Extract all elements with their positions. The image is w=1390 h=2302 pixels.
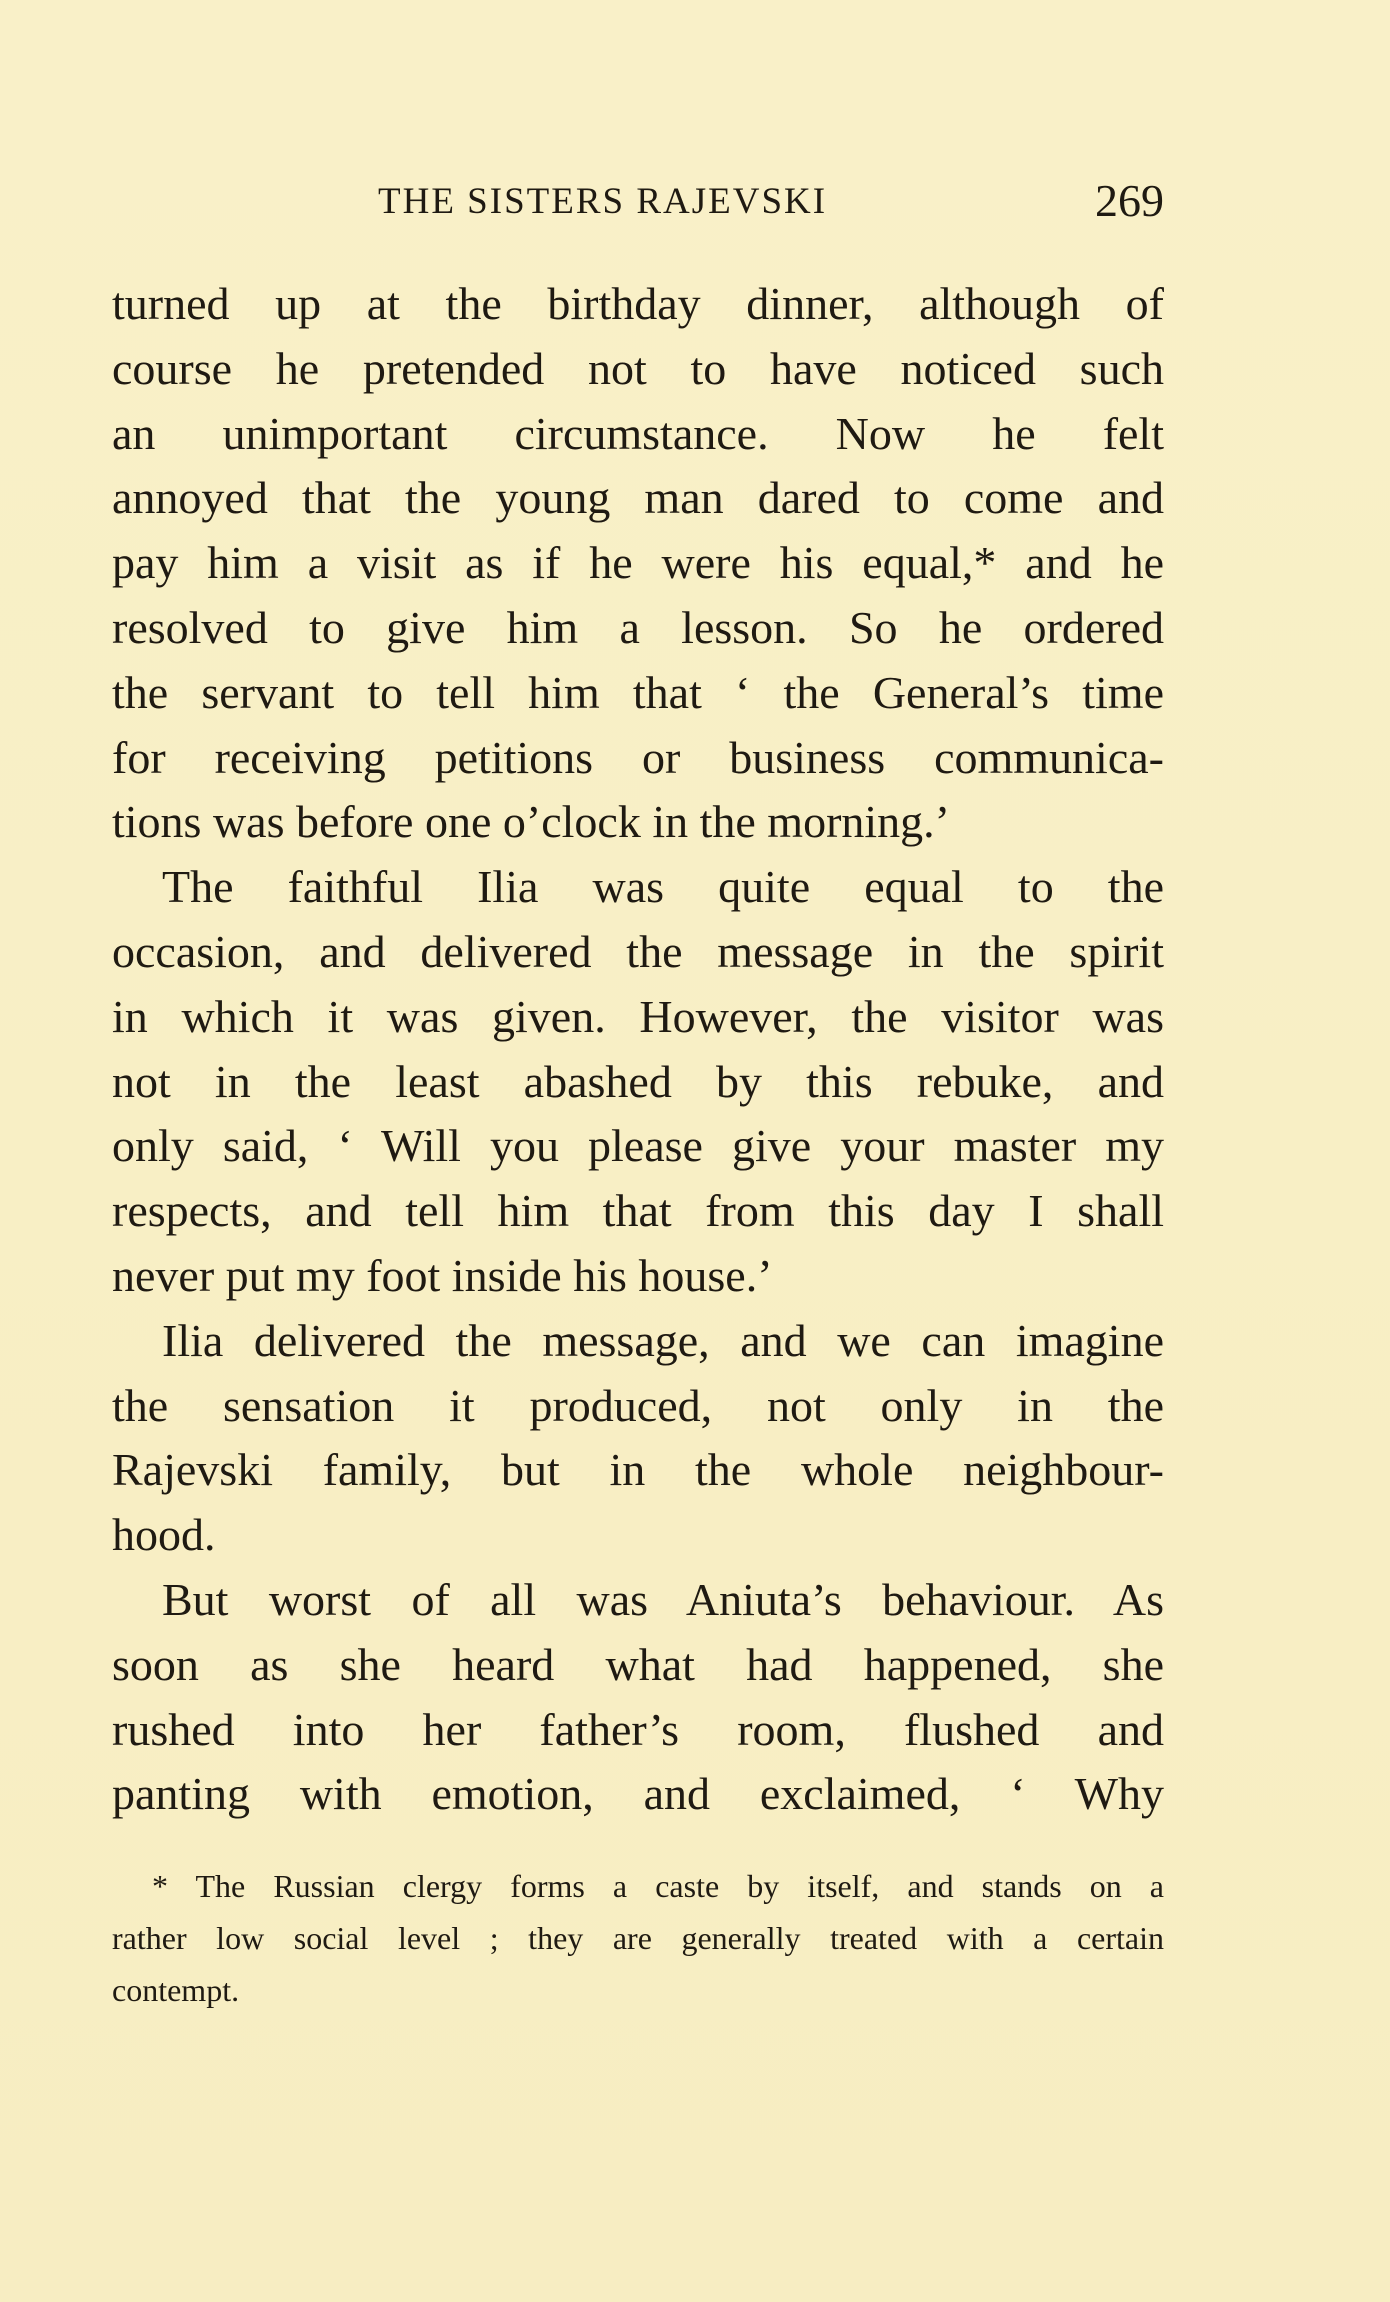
text-line: panting with emotion, and exclaimed, ‘ Why: [112, 1768, 1164, 1820]
text-line: occasion, and delivered the message in the spirit: [112, 925, 1164, 977]
footnote-line: * The Russian clergy forms a caste by itself, and stands on a: [152, 1868, 1164, 1904]
text-line: Rajevski family, but in the whole neighbour-: [112, 1444, 1164, 1496]
text-line: not in the least abashed by this rebuke, and: [112, 1055, 1164, 1107]
text-line: tions was before one o’clock in the morning.’: [112, 796, 950, 848]
text-line: soon as she heard what had happened, she: [112, 1638, 1164, 1690]
text-line: turned up at the birthday dinner, although of: [112, 278, 1164, 329]
body-text: [112, 272, 1164, 1827]
text-line: the sensation it produced, not only in the: [112, 1379, 1164, 1431]
text-line: pay him a visit as if he were his equal,* and he: [112, 537, 1164, 589]
footnote-line: contempt.: [112, 1972, 240, 2008]
text-line: course he pretended not to have noticed such: [112, 342, 1164, 394]
running-title: THE SISTERS RAJEVSKI: [378, 181, 828, 222]
text-line: The faithful Ilia was quite equal to the: [162, 861, 1164, 913]
page-header: [112, 176, 1164, 236]
text-line: annoyed that the young man dared to come and: [112, 472, 1164, 524]
footnote-line: rather low social level ; they are generally treated with a certain: [112, 1920, 1164, 1956]
page-number: 269: [1095, 175, 1164, 226]
footnote: [112, 1860, 1164, 2016]
text-line: the servant to tell him that ‘ the General’s time: [112, 666, 1164, 718]
text-line: rushed into her father’s room, flushed and: [112, 1703, 1164, 1755]
text-line: for receiving petitions or business communica-: [112, 731, 1164, 783]
text-line: in which it was given. However, the visitor was: [112, 990, 1164, 1042]
text-line: an unimportant circumstance. Now he felt: [112, 407, 1164, 459]
text-line: respects, and tell him that from this day I shall: [112, 1185, 1164, 1237]
text-line: But worst of all was Aniuta’s behaviour. As: [162, 1573, 1164, 1625]
text-line: hood.: [112, 1509, 216, 1561]
text-line: only said, ‘ Will you please give your master my: [112, 1120, 1164, 1172]
text-line: never put my foot inside his house.’: [112, 1249, 773, 1301]
text-line: resolved to give him a lesson. So he ordered: [112, 601, 1164, 653]
text-line: Ilia delivered the message, and we can imagine: [162, 1314, 1164, 1366]
